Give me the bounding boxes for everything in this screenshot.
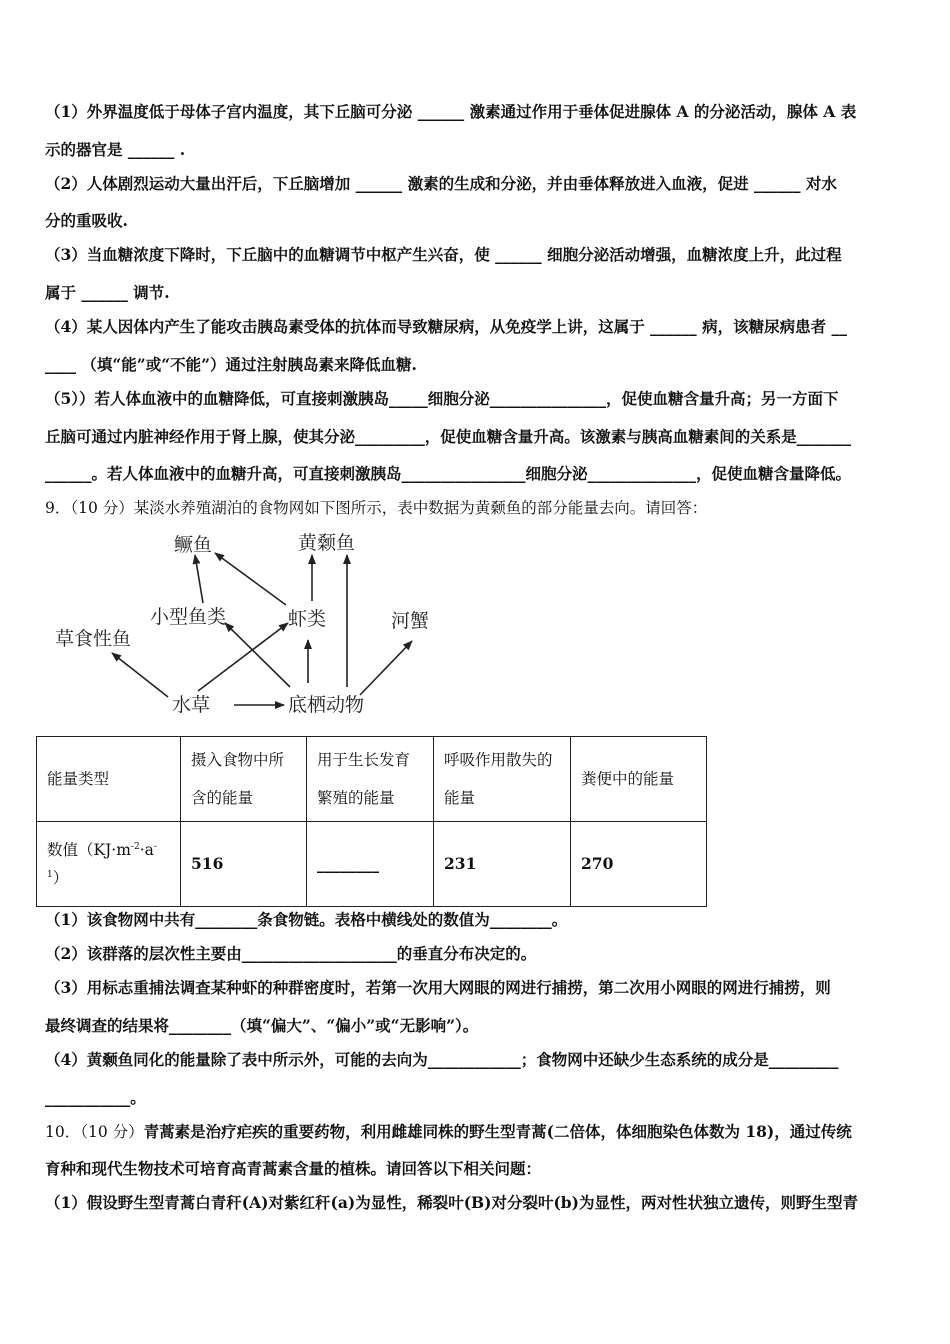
q8-part4-line2: ____ （填“能”或“不能”）通过注射胰岛素来降低血糖.: [45, 355, 417, 374]
header-energy-type: 能量类型: [37, 737, 181, 822]
energy-table: [36, 736, 707, 907]
q8-part2-line2: 分的重吸收.: [45, 211, 128, 230]
q8-part4-line1: （4）某人因体内产生了能攻击胰岛素受体的抗体而导致糖尿病，从免疫学上讲，这属于 ______ 病，该糖尿病患者 __: [45, 317, 847, 336]
arrow-diqidongwu-to-hexie: [360, 641, 412, 695]
value-growth-blank: ________: [307, 822, 434, 907]
web-node-shuicao: 水草: [172, 694, 211, 716]
q8-part5-line2: 丘脑可通过内脏神经作用于肾上腺，使其分泌_________，促使血糖含量升高。该激素与胰高血糖素间的关系是_______: [45, 427, 852, 446]
q8-part3-line1: （3）当血糖浓度下降时，下丘脑中的血糖调节中枢产生兴奋，使 ______ 细胞分泌活动增强，血糖浓度上升，此过程: [45, 245, 842, 264]
q9-stem-text: 某淡水养殖湖泊的食物网如下图所示，表中数据为黄颡鱼的部分能量去向。请回答：: [133, 499, 708, 517]
food-web-diagram: [40, 525, 440, 725]
q8-part3-line2: 属于 ______ 调节.: [45, 283, 170, 302]
web-node-xialei: 虾类: [288, 608, 327, 630]
q9-part3-line2: 最终调查的结果将________（填“偏大”、“偏小”或“无影响”）。: [45, 1016, 479, 1035]
row-label-value: 数值（$KJ\cdot m^{-2}\cdot a^-$ $^1$）: [37, 822, 181, 907]
q9-part2: （2）该群落的层次性主要由____________________的垂直分布决定的。: [45, 944, 537, 963]
q9-part3-line1: （3）用标志重捕法调查某种虾的种群密度时，若第一次用大网眼的网进行捕捞，第二次用小网眼的网进行捕捞，则: [45, 978, 831, 997]
q8-part5-line1: （5））若人体血液中的血糖降低，可直接刺激胰岛_____细胞分泌_______________，促使血糖含量升高；另一方面下: [45, 389, 839, 408]
header-intake: 摄入食物中所 含的能量: [181, 737, 307, 822]
web-node-guiyu: 鳜鱼: [174, 534, 213, 556]
q8-part1-line2: 示的器官是 ______ .: [45, 140, 186, 159]
web-node-caoshixingyu: 草食性鱼: [55, 628, 132, 650]
arrow-shuicao-to-caoshixingyu: [112, 653, 168, 697]
arrow-xialei-to-guiyu: [215, 553, 286, 605]
q9-number: 9．（10 分）: [45, 499, 134, 517]
q10-number: 10．（10 分）: [45, 1123, 144, 1141]
arrow-xiaoxingyulei-to-guiyu: [195, 555, 203, 603]
q9-part1: （1）该食物网中共有________条食物链。表格中横线处的数值为________。: [45, 910, 568, 929]
header-feces: 粪便中的能量: [571, 737, 707, 822]
value-respiration: 231: [434, 822, 571, 907]
arrow-diqidongwu-to-xiaoxingyulei: [225, 623, 290, 687]
value-feces: 270: [571, 822, 707, 907]
web-node-xiaoxingyulei: 小型鱼类: [150, 606, 227, 628]
table-header-row: [37, 737, 707, 822]
q10-stem-line1: [45, 1122, 910, 1142]
arrow-shuicao-to-xialei: [198, 623, 288, 691]
web-node-diqidongwu: 底栖动物: [288, 694, 365, 716]
header-growth: 用于生长发育 繁殖的能量: [307, 737, 434, 822]
q9-part4-line1: （4）黄颡鱼同化的能量除了表中所示外，可能的去向为____________；食物网中还缺少生态系统的成分是_________: [45, 1050, 839, 1069]
q9-stem: [45, 498, 910, 518]
q10-part1: （1）假设野生型青蒿白青秆(A)对紫红秆(a)为显性，稀裂叶(B)对分裂叶(b)为显性，两对性状独立遗传，则野生型青: [45, 1193, 858, 1212]
web-node-hexie: 河蟹: [391, 610, 430, 632]
q10-stem-line2: 育种和现代生物技术可培育高青蒿素含量的植株。请回答以下相关问题：: [45, 1159, 542, 1178]
q9-part4-line2: ___________。: [45, 1088, 146, 1107]
table-row: [37, 822, 707, 907]
header-respiration: 呼吸作用散失的 能量: [434, 737, 571, 822]
q10-stem-text: 青蒿素是治疗疟疾的重要药物，利用雌雄同株的野生型青蒿(二倍体，体细胞染色体数为 18)，通过传统: [143, 1122, 852, 1141]
value-intake: 516: [181, 822, 307, 907]
q8-part5-line3: ______。若人体血液中的血糖升高，可直接刺激胰岛________________细胞分泌______________，促使血糖含量降低。: [45, 464, 852, 483]
q8-part1-line1: （1）外界温度低于母体子宫内温度，其下丘脑可分泌 ______ 激素通过作用于垂体促进腺体 A 的分泌活动，腺体 A 表: [45, 102, 857, 121]
web-node-huangsangyu: 黄颡鱼: [298, 532, 356, 554]
q8-part2-line1: （2）人体剧烈运动大量出汗后，下丘脑增加 ______ 激素的生成和分泌，并由垂体释放进入血液，促进 ______ 对水: [45, 174, 837, 193]
